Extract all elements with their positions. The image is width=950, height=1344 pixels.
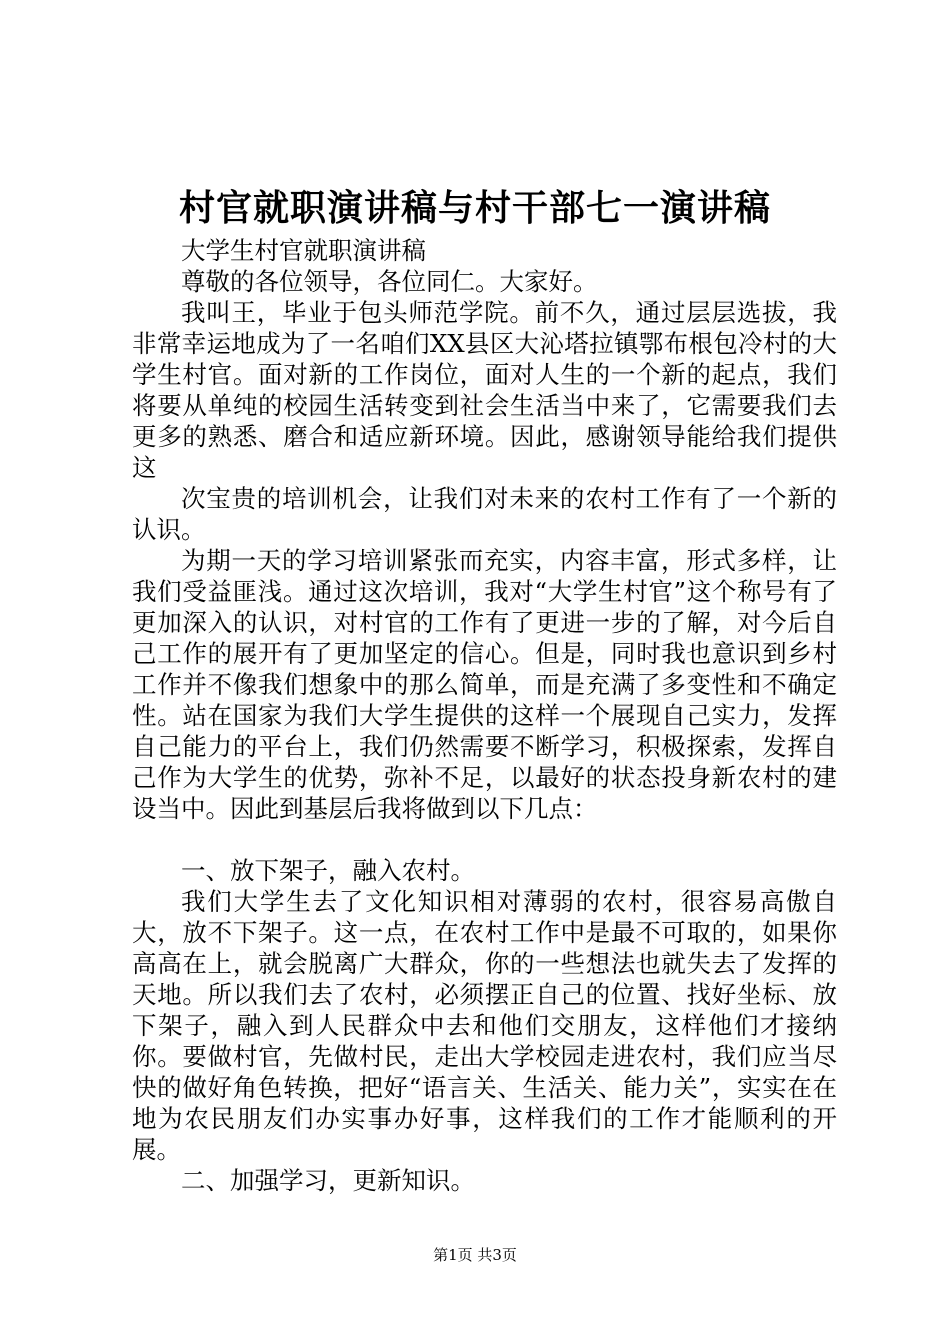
section-heading-1: 一、放下架子，融入农村。 [181, 856, 475, 885]
paragraph-subtitle: 大学生村官就职演讲稿 [181, 236, 426, 265]
document-body [132, 235, 837, 1196]
paragraph-greeting: 尊敬的各位领导，各位同仁。大家好。 [181, 267, 598, 296]
paragraph-section-1: 我们大学生去了文化知识相对薄弱的农村，很容易高傲自大，放不下架子。这一点，在农村工作中是最不可取的，如果你高高在上，就会脱离广大群众，你的一些想法也就失去了发挥的天地。所以我们去了农村，必须摆正自己的位置、找好坐标、放下架子，融入到人民群众中去和他们交朋友，这样他们才接纳你。要做村官，先做村民，走出大学校园走进农村，我们应当尽快的做好角色转换，把好“语言关、生活关、能力关”，实实在在地为农民朋友们办实事办好事，这样我们的工作才能顺利的开展。 [132, 887, 837, 1164]
paragraph-reflection: 为期一天的学习培训紧张而充实，内容丰富，形式多样，让我们受益匪浅。通过这次培训，我对“大学生村官”这个称号有了更加深入的认识，对村官的工作有了更进一步的了解，对今后自己工作的展开有了更加坚定的信心。但是，同时我也意识到乡村工作并不像我们想象中的那么简单，而是充满了多变性和不确定性。站在国家为我们大学生提供的这样一个展现自己实力，发挥自己能力的平台上，我们仍然需要不断学习，积极探索，发挥自己作为大学生的优势，弥补不足，以最好的状态投身新农村的建设当中。因此到基层后我将做到以下几点： [132, 546, 837, 823]
paragraph-training: 次宝贵的培训机会，让我们对未来的农村工作有了一个新的认识。 [132, 484, 837, 544]
document-title: 村官就职演讲稿与村干部七一演讲稿 [178, 187, 771, 229]
section-heading-2: 二、加强学习，更新知识。 [181, 1166, 475, 1195]
paragraph-intro: 我叫王，毕业于包头师范学院。前不久，通过层层选拔，我非常幸运地成为了一名咱们XX县区大沁塔拉镇鄂布根包冷村的大学生村官。面对新的工作岗位，面对人生的一个新的起点，我们将要从单纯的校园生活转变到社会生活当中来了，它需要我们去更多的熟悉、磨合和适应新环境。因此，感谢领导能给我们提供这 [132, 298, 837, 482]
page-footer: 第1页 共3页 [433, 1246, 517, 1264]
